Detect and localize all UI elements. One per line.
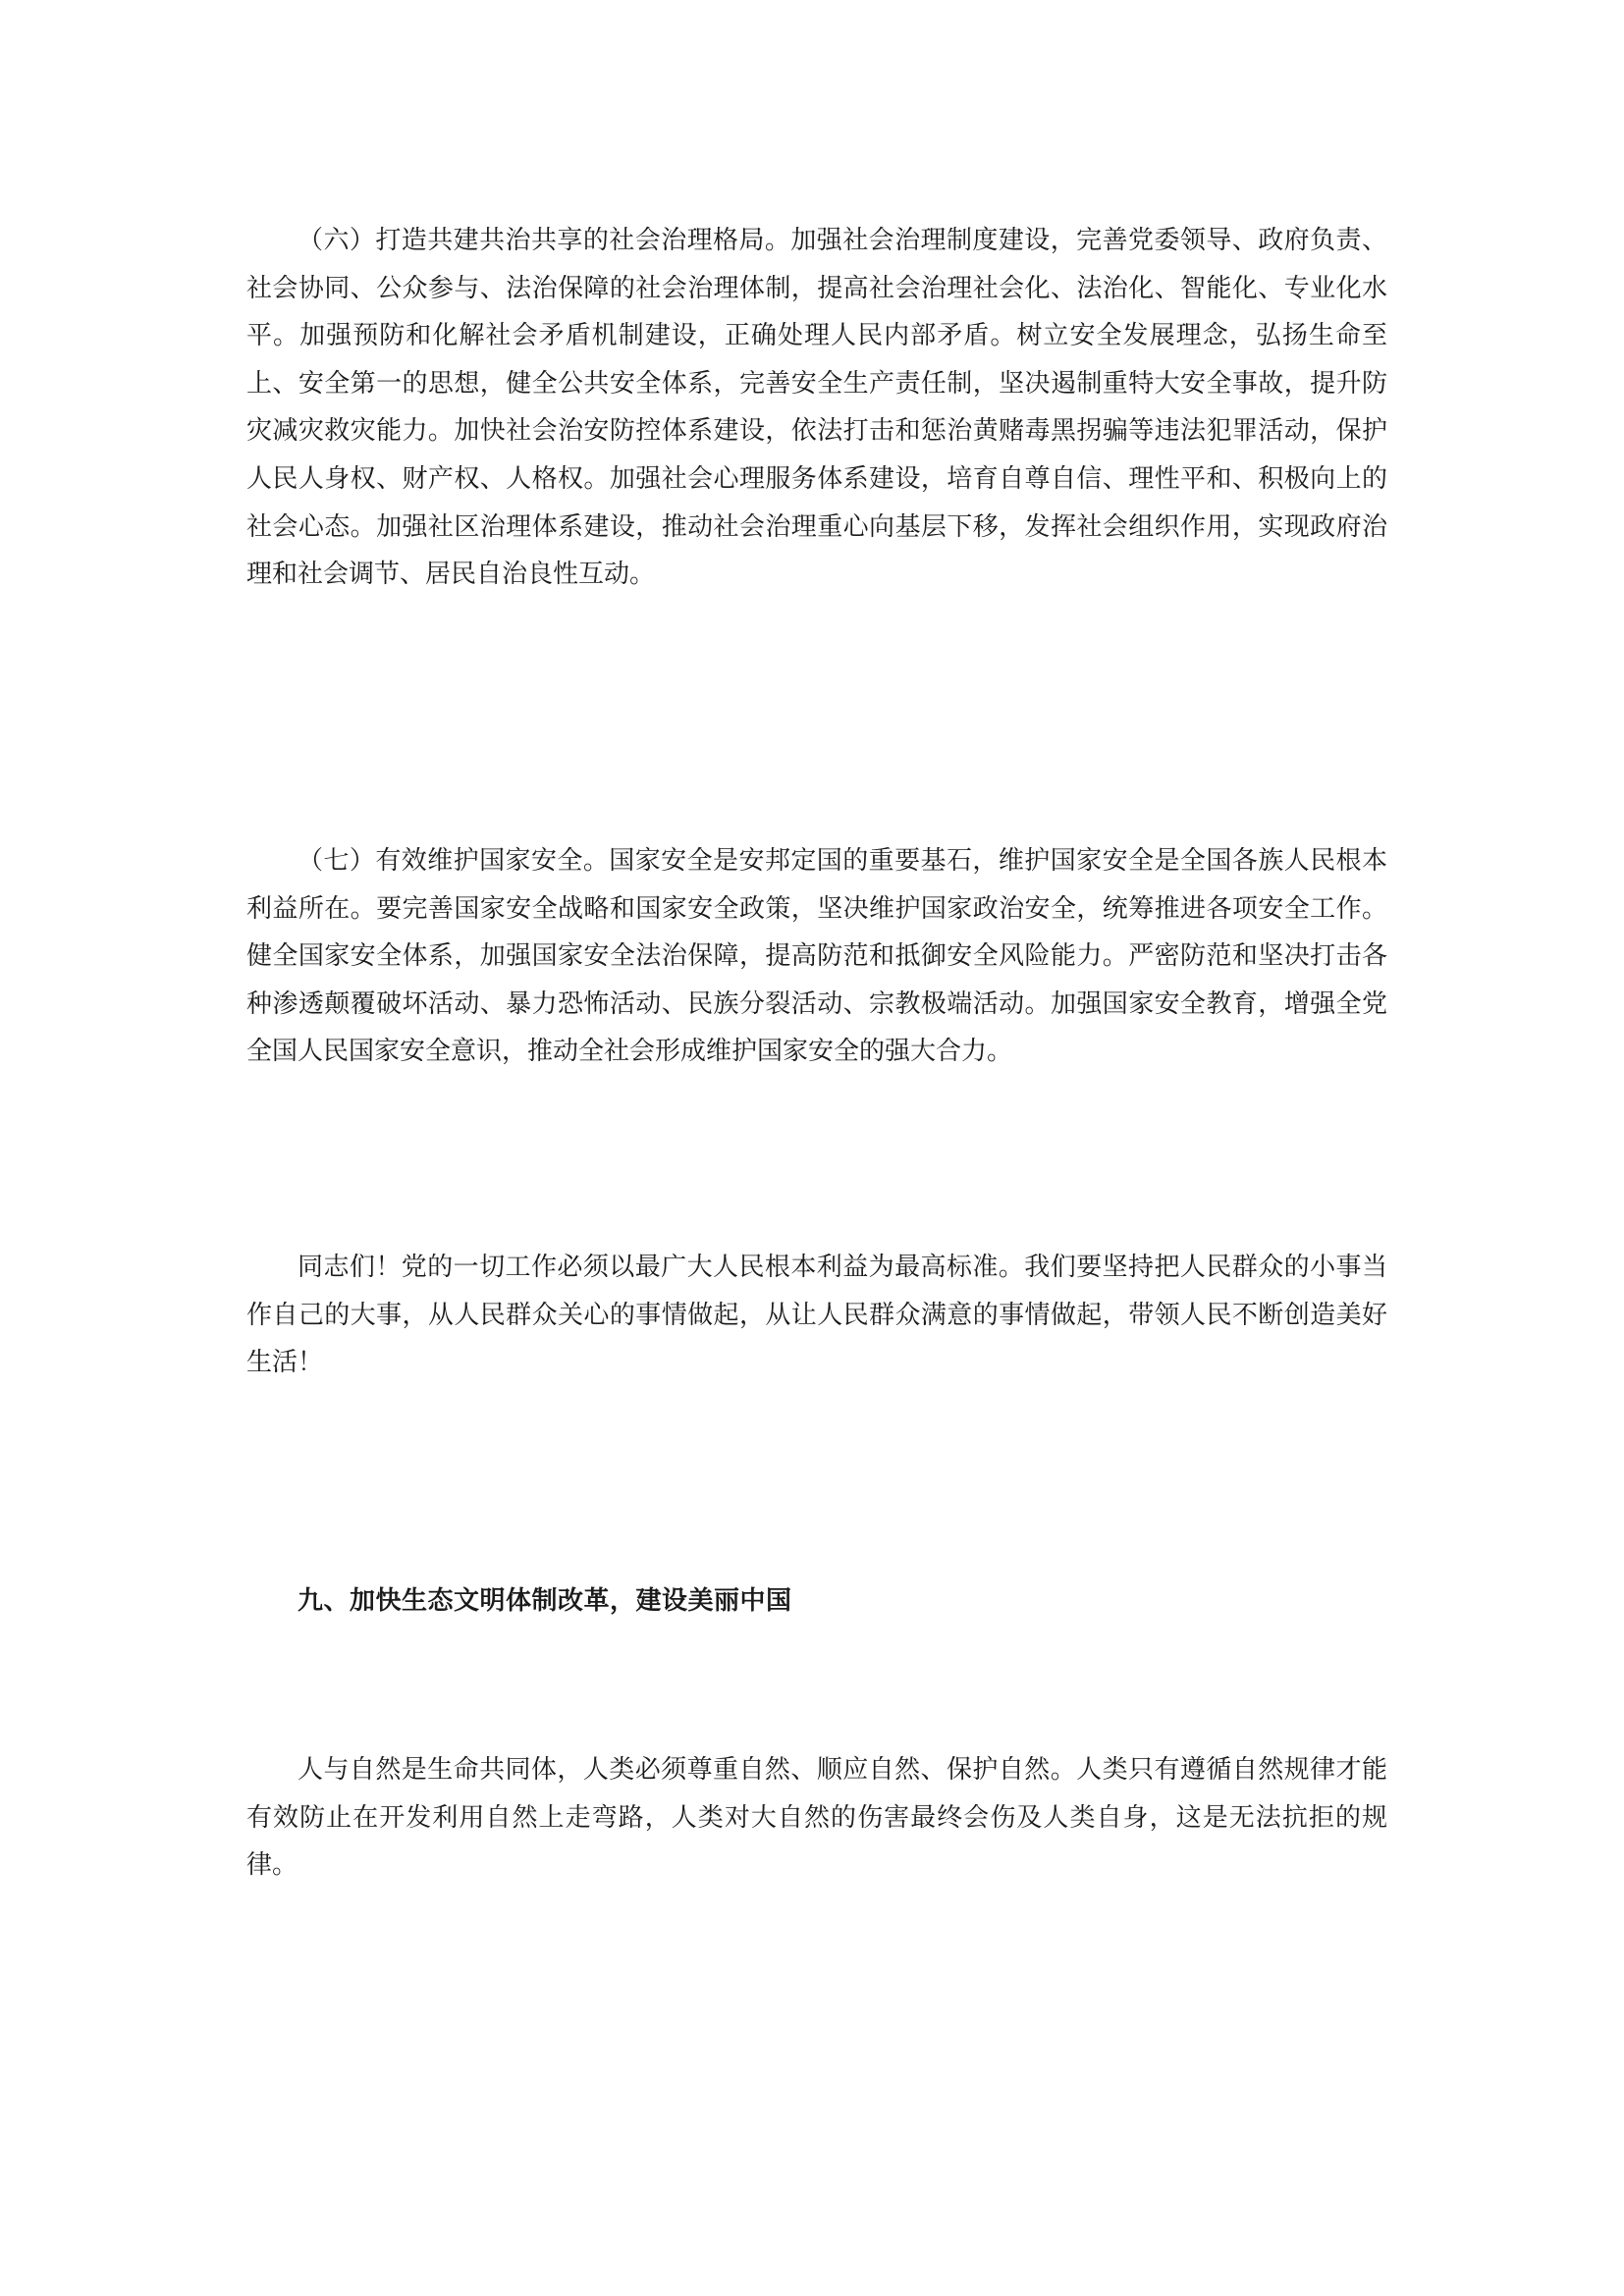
paragraph-social-governance: （六）打造共建共治共享的社会治理格局。加强社会治理制度建设，完善党委领导、政府负责、社会协同、公众参与、法治保障的社会治理体制，提高社会治理社会化、法治化、智能化、专业化水平。加强预防和化解社会矛盾机制建设，正确处理人民内部矛盾。树立安全发展理念，弘扬生命至上、安全第一的思想，健全公共安全体系，完善安全生产责任制，坚决遏制重特大安全事故，提升防灾减灾救灾能力。加快社会治安防控体系建设，依法打击和惩治黄赌毒黑拐骗等违法犯罪活动，保护人民人身权、财产权、人格权。加强社会心理服务体系建设，培育自尊自信、理性平和、积极向上的社会心态。加强社区治理体系建设，推动社会治理重心向基层下移，发挥社会组织作用，实现政府治理和社会调节、居民自治良性互动。 — [246, 226, 1387, 590]
paragraph-closing-remarks: 同志们！党的一切工作必须以最广大人民根本利益为最高标准。我们要坚持把人民群众的小事当作自己的大事，从人民群众关心的事情做起，从让人民群众满意的事情做起，带领人民不断创造美好生活！ — [246, 1253, 1387, 1378]
paragraph-national-security: （七）有效维护国家安全。国家安全是安邦定国的重要基石，维护国家安全是全国各族人民根本利益所在。要完善国家安全战略和国家安全政策，坚决维护国家政治安全，统筹推进各项安全工作。健全国家安全体系，加强国家安全法治保障，提高防范和抵御安全风险能力。严密防范和坚决打击各种渗透颠覆破坏活动、暴力恐怖活动、民族分裂活动、宗教极端活动。加强国家安全教育，增强全党全国人民国家安全意识，推动全社会形成维护国家安全的强大合力。 — [246, 846, 1387, 1067]
paragraph-nature: 人与自然是生命共同体，人类必须尊重自然、顺应自然、保护自然。人类只有遵循自然规律才能有效防止在开发利用自然上走弯路，人类对大自然的伤害最终会伤及人类自身，这是无法抗拒的规律。 — [246, 1755, 1387, 1881]
section-heading-ecological: 九、加快生态文明体制改革，建设美丽中国 — [298, 1586, 792, 1616]
